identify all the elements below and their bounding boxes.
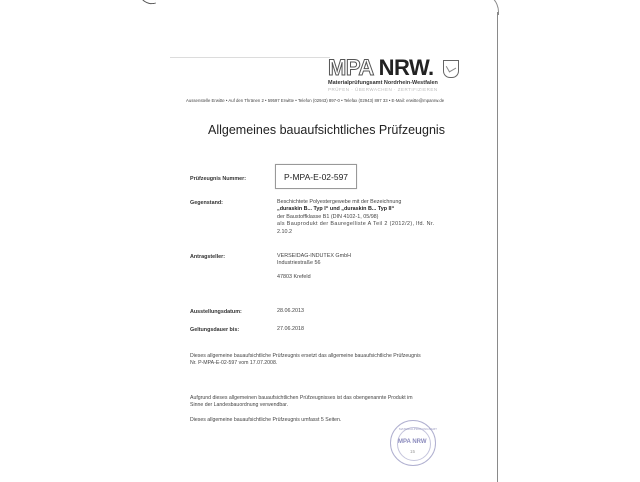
stamp-ring-text: MATERIALPRÜFUNGSAMT	[399, 427, 437, 431]
address-line: Aussenstelle Erwitte • Auf den Thränen 2 • 59597 Erwitte • Telefon (02943) 897-0 • Telefax (02943) 897 33 • E-Mail: erwitte@mpanrw.de	[186, 98, 445, 103]
validity-label: Geltungsdauer bis:	[190, 327, 240, 333]
replacement-paragraph	[190, 353, 421, 367]
header-rule	[170, 57, 330, 58]
subject-value	[277, 199, 435, 236]
official-stamp	[390, 420, 436, 466]
certificate-number: P-MPA-E-02-597	[283, 171, 349, 182]
logo-nrw-text: NRW.	[378, 55, 434, 80]
paragraph-line: Aufgrund dieses allgemeinen bauaufsichtlichen Prüfzeugnisses ist das obengenannte Produkt im	[190, 395, 413, 401]
subject-line: Beschichtete Polyestergewebe mit der Bezeichnung	[277, 199, 402, 205]
logo-mpa-text: MPA	[328, 55, 373, 80]
nrw-crest-icon	[443, 60, 459, 78]
subject-line: als Bauprodukt der Bauregelliste A Teil 2 (2012/2), lfd. Nr.	[277, 221, 435, 228]
usage-paragraph	[190, 395, 413, 409]
certificate-number-box	[275, 164, 357, 189]
applicant-label: Antragsteller:	[190, 254, 226, 260]
paragraph-line: Sinne der Landesbauordnung verwendbar.	[190, 402, 289, 409]
page-edge	[497, 12, 498, 482]
number-label: Prüfzeugnis Nummer:	[190, 176, 247, 182]
paragraph-line: Nr. P-MPA-E-02-597 vom 17.07.2008.	[190, 360, 278, 367]
issue-date-value: 28.06.2013	[277, 308, 304, 314]
applicant-line: VERSEIDAG-INDUTEX GmbH	[277, 253, 351, 259]
subject-line: „duraskin B... Typ I“ und „duraskin B... Typ II“	[277, 206, 395, 213]
subject-line: der Baustoffklasse B1 (DIN 4102-1, 05/98)	[277, 213, 379, 220]
document-title: Allgemeines bauaufsichtliches Prüfzeugnis	[208, 123, 445, 137]
applicant-line: Industriestraße 56	[277, 260, 321, 267]
page-edge-corner	[139, 0, 156, 6]
subject-line: 2.10.2	[277, 228, 292, 235]
paragraph-line: Dieses allgemeine bauaufsichtliche Prüfzeugnis ersetzt das allgemeine bauaufsichtliche Prüfzeugnis	[190, 353, 421, 359]
page-edge-corner	[478, 0, 499, 15]
applicant-value	[277, 253, 351, 281]
pages-paragraph	[190, 417, 341, 424]
validity-value: 27.06.2018	[277, 326, 304, 332]
issue-date-label: Ausstellungsdatum:	[190, 309, 242, 315]
stamp-text: MPA NRW	[398, 439, 427, 445]
subject-label: Gegenstand:	[190, 200, 223, 206]
logo-subtitle: Materialprüfungsamt Nordrhein-Westfalen	[328, 80, 438, 86]
stamp-number: 15	[410, 449, 416, 454]
applicant-line: 47803 Krefeld	[277, 273, 311, 280]
mpa-nrw-logo	[328, 55, 478, 92]
logo-tagline: PRÜFEN · ÜBERWACHEN · ZERTIFIZIEREN	[328, 87, 438, 92]
paragraph-line: Dieses allgemeine bauaufsichtliche Prüfzeugnis umfasst 5 Seiten.	[190, 417, 342, 423]
